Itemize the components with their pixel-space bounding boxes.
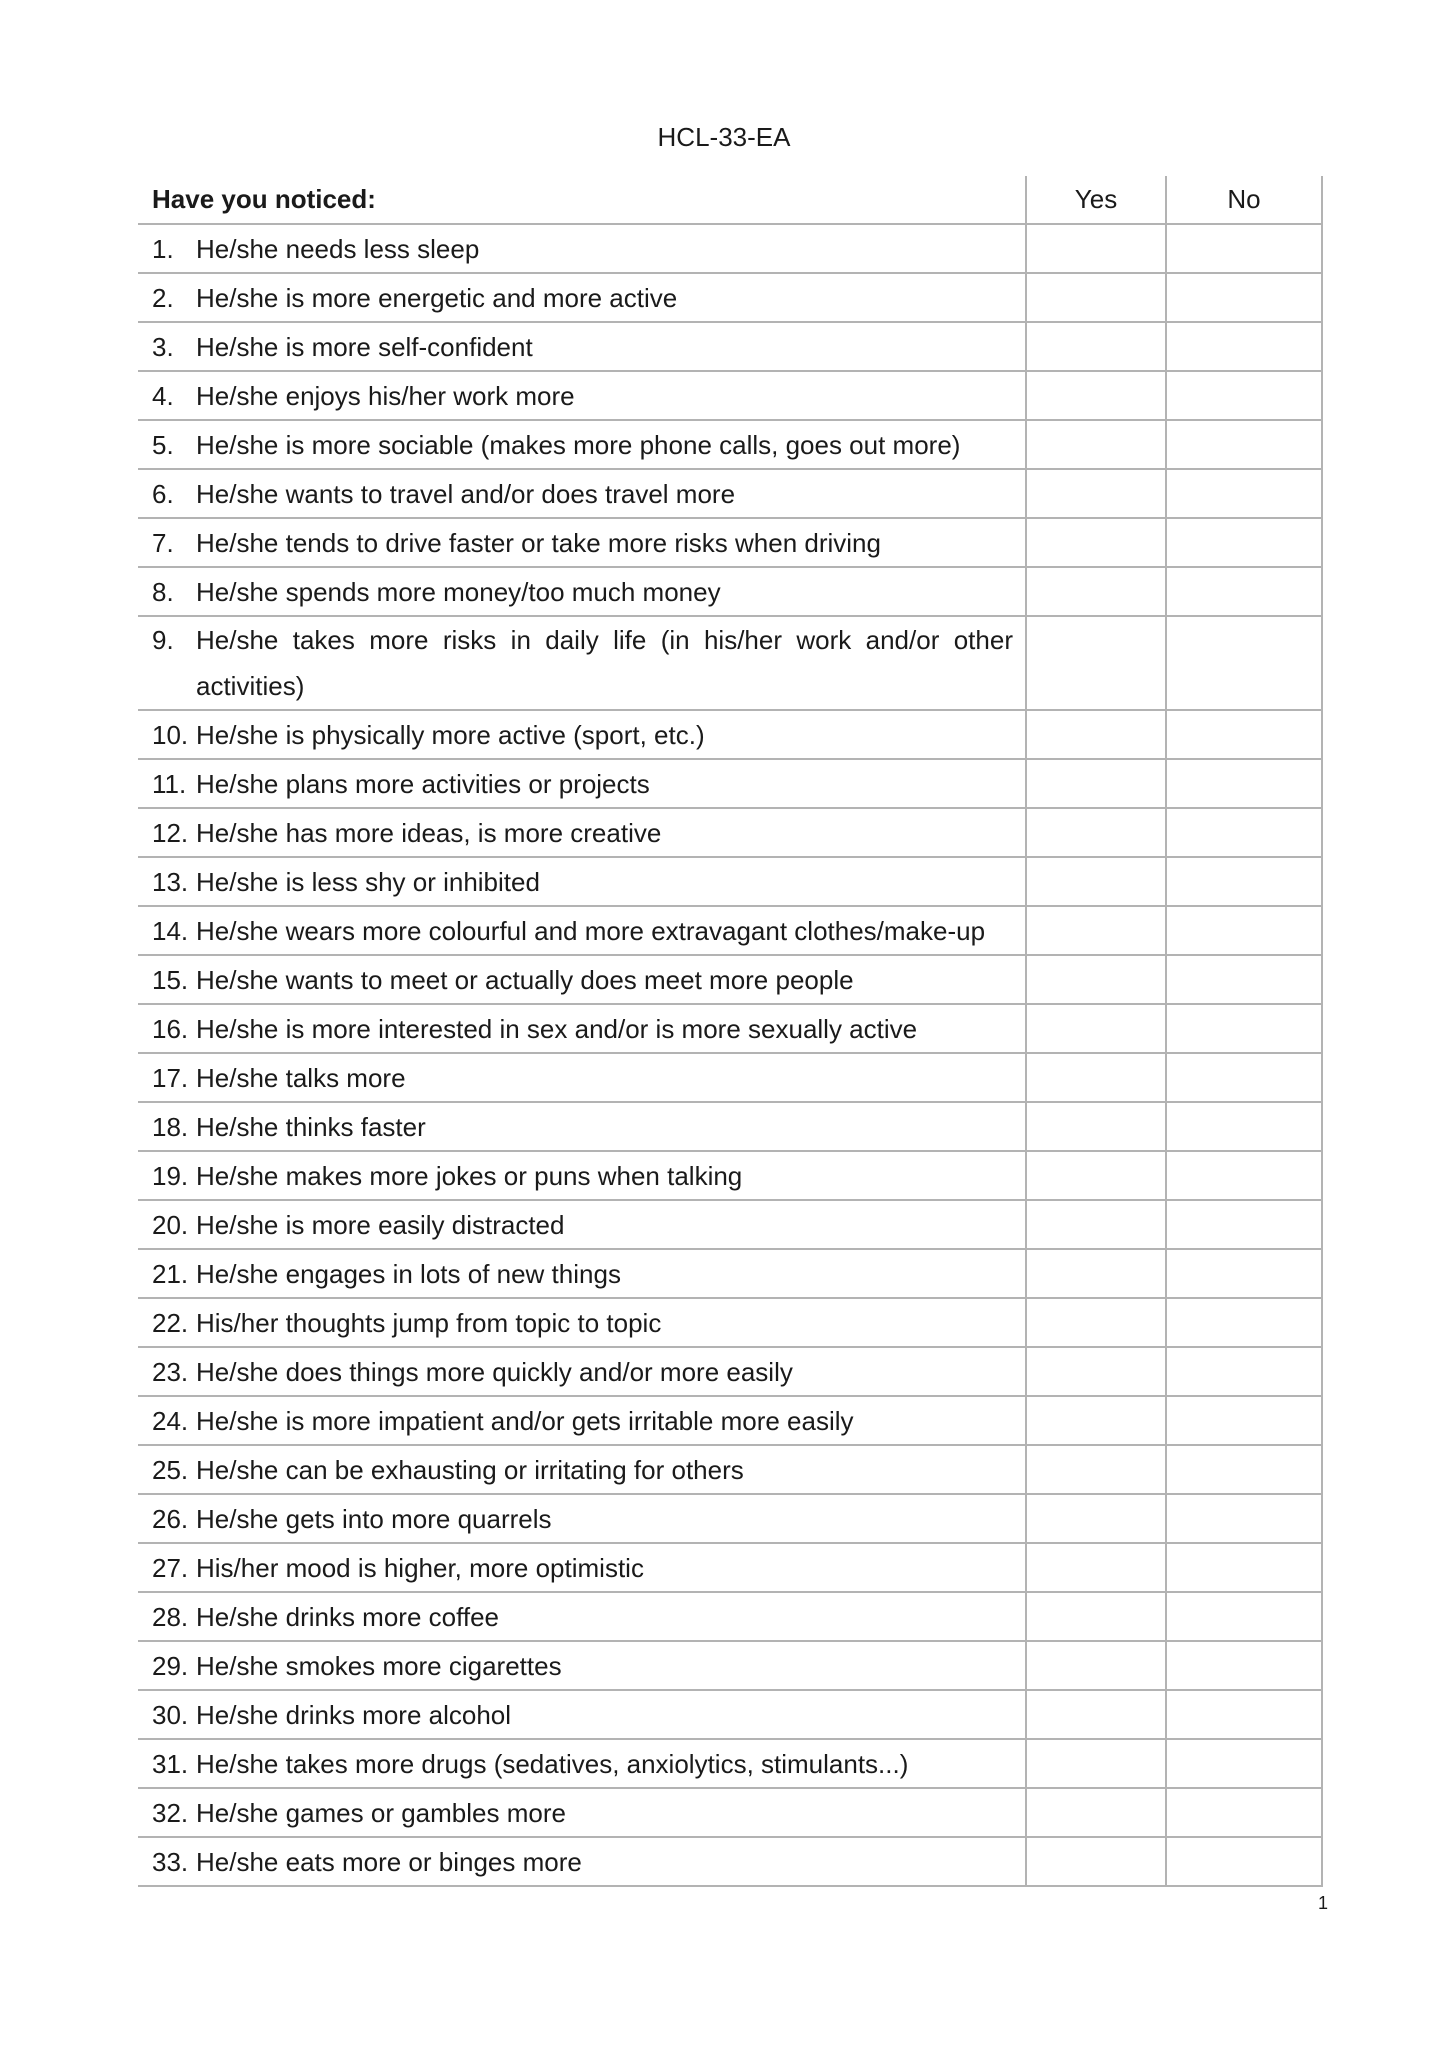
document-title: HCL-33-EA	[657, 122, 791, 152]
question-number: 31.	[152, 1748, 189, 1779]
question-text: He/she makes more jokes or puns when talking	[196, 1160, 743, 1191]
no-answer-cell[interactable]	[1166, 420, 1322, 469]
question-text: He/she tends to drive faster or take more risks when driving	[196, 527, 881, 558]
yes-answer-cell[interactable]	[1026, 1004, 1166, 1053]
question-number: 32.	[152, 1797, 189, 1828]
no-answer-cell[interactable]	[1166, 567, 1322, 616]
question-number: 16.	[152, 1013, 189, 1044]
no-answer-cell[interactable]	[1166, 1837, 1322, 1886]
yes-answer-cell[interactable]	[1026, 1053, 1166, 1102]
question-text: He/she is physically more active (sport, etc.)	[196, 719, 705, 750]
yes-answer-cell[interactable]	[1026, 808, 1166, 857]
question-number: 1.	[152, 233, 174, 264]
table-row	[138, 955, 1322, 1004]
question-cell	[138, 1151, 1026, 1200]
table-row	[138, 371, 1322, 420]
no-answer-cell[interactable]	[1166, 469, 1322, 518]
no-answer-cell[interactable]	[1166, 1739, 1322, 1788]
no-answer-cell[interactable]	[1166, 322, 1322, 371]
question-item	[152, 1055, 1013, 1101]
questionnaire-table	[138, 176, 1323, 1887]
question-number: 28.	[152, 1601, 189, 1632]
question-number: 22.	[152, 1307, 189, 1338]
question-cell	[138, 1004, 1026, 1053]
no-answer-cell[interactable]	[1166, 710, 1322, 759]
yes-answer-cell[interactable]	[1026, 224, 1166, 273]
question-cell	[138, 1347, 1026, 1396]
question-number: 3.	[152, 331, 174, 362]
question-text: He/she wants to travel and/or does travel more	[196, 478, 736, 509]
question-text: He/she wants to meet or actually does meet more people	[196, 964, 854, 995]
question-number: 17.	[152, 1062, 189, 1093]
question-text: His/her mood is higher, more optimistic	[196, 1552, 644, 1583]
question-item	[152, 373, 1013, 419]
table-row	[138, 1298, 1322, 1347]
question-cell	[138, 616, 1026, 710]
question-cell	[138, 1739, 1026, 1788]
table-row	[138, 1200, 1322, 1249]
question-item	[152, 859, 1013, 905]
no-answer-cell[interactable]	[1166, 1249, 1322, 1298]
question-item	[152, 1398, 1013, 1444]
question-number: 12.	[152, 817, 189, 848]
no-answer-cell[interactable]	[1166, 1053, 1322, 1102]
question-column-header: Have you noticed:	[138, 176, 1026, 224]
yes-answer-cell[interactable]	[1026, 567, 1166, 616]
question-item	[152, 1006, 1013, 1052]
no-answer-cell[interactable]	[1166, 1788, 1322, 1837]
question-number: 10.	[152, 719, 189, 750]
question-text: He/she is more impatient and/or gets irritable more easily	[196, 1405, 854, 1436]
yes-answer-cell[interactable]	[1026, 1641, 1166, 1690]
no-answer-cell[interactable]	[1166, 1151, 1322, 1200]
question-text: He/she enjoys his/her work more	[196, 380, 575, 411]
yes-answer-cell[interactable]	[1026, 1347, 1166, 1396]
table-row	[138, 1396, 1322, 1445]
yes-answer-cell[interactable]	[1026, 1543, 1166, 1592]
table-row	[138, 710, 1322, 759]
question-cell	[138, 1396, 1026, 1445]
table-row	[138, 420, 1322, 469]
table-row	[138, 567, 1322, 616]
no-answer-cell[interactable]	[1166, 1396, 1322, 1445]
no-answer-cell[interactable]	[1166, 1298, 1322, 1347]
question-cell	[138, 1788, 1026, 1837]
question-text: He/she is more easily distracted	[196, 1209, 565, 1240]
question-item	[152, 569, 1013, 615]
yes-answer-cell[interactable]	[1026, 322, 1166, 371]
yes-answer-cell[interactable]	[1026, 518, 1166, 567]
table-row	[138, 1347, 1322, 1396]
question-item	[152, 712, 1013, 758]
question-item	[152, 908, 1013, 954]
question-cell	[138, 1053, 1026, 1102]
table-row	[138, 1788, 1322, 1837]
no-answer-cell[interactable]	[1166, 1102, 1322, 1151]
question-number: 5.	[152, 429, 174, 460]
question-item	[152, 1300, 1013, 1346]
question-text: He/she is more sociable (makes more phone calls, goes out more)	[196, 429, 961, 460]
question-text: He/she is more energetic and more active	[196, 282, 678, 313]
table-row	[138, 224, 1322, 273]
question-item	[152, 957, 1013, 1003]
question-cell	[138, 808, 1026, 857]
table-row	[138, 759, 1322, 808]
question-number: 11.	[152, 768, 187, 799]
question-number: 14.	[152, 915, 189, 946]
no-answer-cell[interactable]	[1166, 759, 1322, 808]
yes-answer-cell[interactable]	[1026, 1151, 1166, 1200]
table-header-row	[138, 176, 1322, 224]
question-number: 7.	[152, 527, 174, 558]
question-number: 26.	[152, 1503, 189, 1534]
yes-answer-cell[interactable]	[1026, 420, 1166, 469]
table-row	[138, 1053, 1322, 1102]
yes-answer-cell[interactable]	[1026, 1837, 1166, 1886]
yes-answer-cell[interactable]	[1026, 371, 1166, 420]
yes-answer-cell[interactable]	[1026, 1200, 1166, 1249]
question-text: He/she can be exhausting or irritating for others	[196, 1454, 744, 1485]
no-answer-cell[interactable]	[1166, 224, 1322, 273]
table-row	[138, 1543, 1322, 1592]
yes-answer-cell[interactable]	[1026, 1102, 1166, 1151]
yes-answer-cell[interactable]	[1026, 906, 1166, 955]
question-number: 18.	[152, 1111, 189, 1142]
question-cell	[138, 906, 1026, 955]
table-row	[138, 808, 1322, 857]
table-row	[138, 469, 1322, 518]
question-cell	[138, 1298, 1026, 1347]
no-answer-cell[interactable]	[1166, 1690, 1322, 1739]
question-cell	[138, 518, 1026, 567]
question-text: He/she needs less sleep	[196, 233, 480, 264]
table-row	[138, 1249, 1322, 1298]
question-item	[152, 1594, 1013, 1640]
no-answer-cell[interactable]	[1166, 1347, 1322, 1396]
question-number: 25.	[152, 1454, 189, 1485]
question-cell	[138, 1543, 1026, 1592]
question-item	[152, 1349, 1013, 1395]
question-number: 27.	[152, 1552, 189, 1583]
question-text: He/she engages in lots of new things	[196, 1258, 621, 1289]
no-answer-cell[interactable]	[1166, 955, 1322, 1004]
table-row	[138, 1641, 1322, 1690]
question-item	[152, 324, 1013, 370]
yes-answer-cell[interactable]	[1026, 710, 1166, 759]
table-row	[138, 1739, 1322, 1788]
question-item	[152, 471, 1013, 517]
question-cell	[138, 224, 1026, 273]
table-row	[138, 1445, 1322, 1494]
question-rows	[138, 224, 1322, 1886]
table-row	[138, 518, 1322, 567]
table-row	[138, 273, 1322, 322]
table-row	[138, 1004, 1322, 1053]
no-column-header: No	[1166, 176, 1322, 224]
question-cell	[138, 1200, 1026, 1249]
question-item	[152, 1447, 1013, 1493]
question-text: His/her thoughts jump from topic to topic	[196, 1307, 662, 1338]
question-number: 4.	[152, 380, 174, 411]
question-number: 21.	[152, 1258, 189, 1289]
question-item	[152, 1202, 1013, 1248]
question-text: He/she wears more colourful and more extravagant clothes/make-up	[196, 915, 986, 946]
question-item	[152, 520, 1013, 566]
question-cell	[138, 1445, 1026, 1494]
yes-answer-cell[interactable]	[1026, 616, 1166, 710]
yes-answer-cell[interactable]	[1026, 1494, 1166, 1543]
table-row	[138, 1837, 1322, 1886]
question-cell	[138, 1249, 1026, 1298]
question-item	[152, 1545, 1013, 1591]
question-cell	[138, 1690, 1026, 1739]
yes-answer-cell[interactable]	[1026, 955, 1166, 1004]
no-answer-cell[interactable]	[1166, 518, 1322, 567]
question-number: 8.	[152, 576, 174, 607]
question-cell	[138, 710, 1026, 759]
question-number: 30.	[152, 1699, 189, 1730]
question-number: 29.	[152, 1650, 189, 1681]
question-item	[152, 1741, 1013, 1787]
question-cell	[138, 420, 1026, 469]
question-cell	[138, 322, 1026, 371]
yes-answer-cell[interactable]	[1026, 1445, 1166, 1494]
no-answer-cell[interactable]	[1166, 906, 1322, 955]
question-item	[152, 617, 1013, 709]
yes-answer-cell[interactable]	[1026, 469, 1166, 518]
question-text: He/she gets into more quarrels	[196, 1503, 552, 1534]
question-text: He/she has more ideas, is more creative	[196, 817, 662, 848]
question-text: He/she drinks more alcohol	[196, 1699, 512, 1730]
table-row	[138, 1592, 1322, 1641]
question-item	[152, 1251, 1013, 1297]
question-item	[152, 1496, 1013, 1542]
no-answer-cell[interactable]	[1166, 1494, 1322, 1543]
table-row	[138, 906, 1322, 955]
table-row	[138, 322, 1322, 371]
question-item	[152, 810, 1013, 856]
yes-answer-cell[interactable]	[1026, 1739, 1166, 1788]
question-item	[152, 1153, 1013, 1199]
question-cell	[138, 273, 1026, 322]
question-item	[152, 275, 1013, 321]
yes-answer-cell[interactable]	[1026, 1592, 1166, 1641]
table-row	[138, 616, 1322, 710]
question-number: 6.	[152, 478, 174, 509]
question-number: 23.	[152, 1356, 189, 1387]
yes-column-header: Yes	[1026, 176, 1166, 224]
no-answer-cell[interactable]	[1166, 857, 1322, 906]
question-number: 19.	[152, 1160, 189, 1191]
table-row	[138, 1151, 1322, 1200]
question-cell	[138, 759, 1026, 808]
question-text: He/she talks more	[196, 1062, 406, 1093]
no-answer-cell[interactable]	[1166, 1543, 1322, 1592]
yes-answer-cell[interactable]	[1026, 857, 1166, 906]
question-cell	[138, 1494, 1026, 1543]
no-answer-cell[interactable]	[1166, 371, 1322, 420]
question-number: 15.	[152, 964, 189, 995]
question-item	[152, 226, 1013, 272]
question-item	[152, 1104, 1013, 1150]
no-answer-cell[interactable]	[1166, 1004, 1322, 1053]
no-answer-cell[interactable]	[1166, 1445, 1322, 1494]
question-number: 13.	[152, 866, 189, 897]
question-item	[152, 1692, 1013, 1738]
question-number: 24.	[152, 1405, 189, 1436]
question-text: He/she drinks more coffee	[196, 1601, 499, 1632]
question-item	[152, 422, 1013, 468]
question-text: He/she is more interested in sex and/or is more sexually active	[196, 1013, 918, 1044]
no-answer-cell[interactable]	[1166, 1200, 1322, 1249]
question-text: He/she takes more risks in daily life (in his/her work and/or other activities)	[196, 625, 1013, 701]
question-item	[152, 1643, 1013, 1689]
question-number: 2.	[152, 282, 174, 313]
table-row	[138, 1494, 1322, 1543]
question-cell	[138, 567, 1026, 616]
question-text: He/she smokes more cigarettes	[196, 1650, 562, 1681]
yes-answer-cell[interactable]	[1026, 1690, 1166, 1739]
no-answer-cell[interactable]	[1166, 273, 1322, 322]
yes-answer-cell[interactable]	[1026, 759, 1166, 808]
question-number: 9.	[152, 625, 174, 655]
question-cell	[138, 1837, 1026, 1886]
yes-answer-cell[interactable]	[1026, 1249, 1166, 1298]
yes-answer-cell[interactable]	[1026, 1396, 1166, 1445]
question-number: 20.	[152, 1209, 189, 1240]
page-number: 1	[1317, 1893, 1328, 1913]
question-number: 33.	[152, 1846, 189, 1877]
question-text: He/she spends more money/too much money	[196, 576, 721, 607]
yes-answer-cell[interactable]	[1026, 1788, 1166, 1837]
question-cell	[138, 1102, 1026, 1151]
yes-answer-cell[interactable]	[1026, 273, 1166, 322]
question-cell	[138, 857, 1026, 906]
question-cell	[138, 1592, 1026, 1641]
question-item	[152, 761, 1013, 807]
no-answer-cell[interactable]	[1166, 1592, 1322, 1641]
no-answer-cell[interactable]	[1166, 616, 1322, 710]
table-row	[138, 1690, 1322, 1739]
question-text: He/she does things more quickly and/or more easily	[196, 1356, 793, 1387]
question-cell	[138, 1641, 1026, 1690]
question-cell	[138, 955, 1026, 1004]
question-item	[152, 1839, 1013, 1885]
question-item	[152, 1790, 1013, 1836]
question-text: He/she is more self-confident	[196, 331, 533, 362]
no-answer-cell[interactable]	[1166, 808, 1322, 857]
question-text: He/she thinks faster	[196, 1111, 426, 1142]
question-text: He/she takes more drugs (sedatives, anxiolytics, stimulants...)	[196, 1748, 909, 1779]
no-answer-cell[interactable]	[1166, 1641, 1322, 1690]
yes-answer-cell[interactable]	[1026, 1298, 1166, 1347]
question-text: He/she plans more activities or projects	[196, 768, 650, 799]
question-cell	[138, 469, 1026, 518]
question-text: He/she eats more or binges more	[196, 1846, 582, 1877]
question-text: He/she is less shy or inhibited	[196, 866, 540, 897]
table-row	[138, 857, 1322, 906]
table-row	[138, 1102, 1322, 1151]
question-text: He/she games or gambles more	[196, 1797, 566, 1828]
question-cell	[138, 371, 1026, 420]
